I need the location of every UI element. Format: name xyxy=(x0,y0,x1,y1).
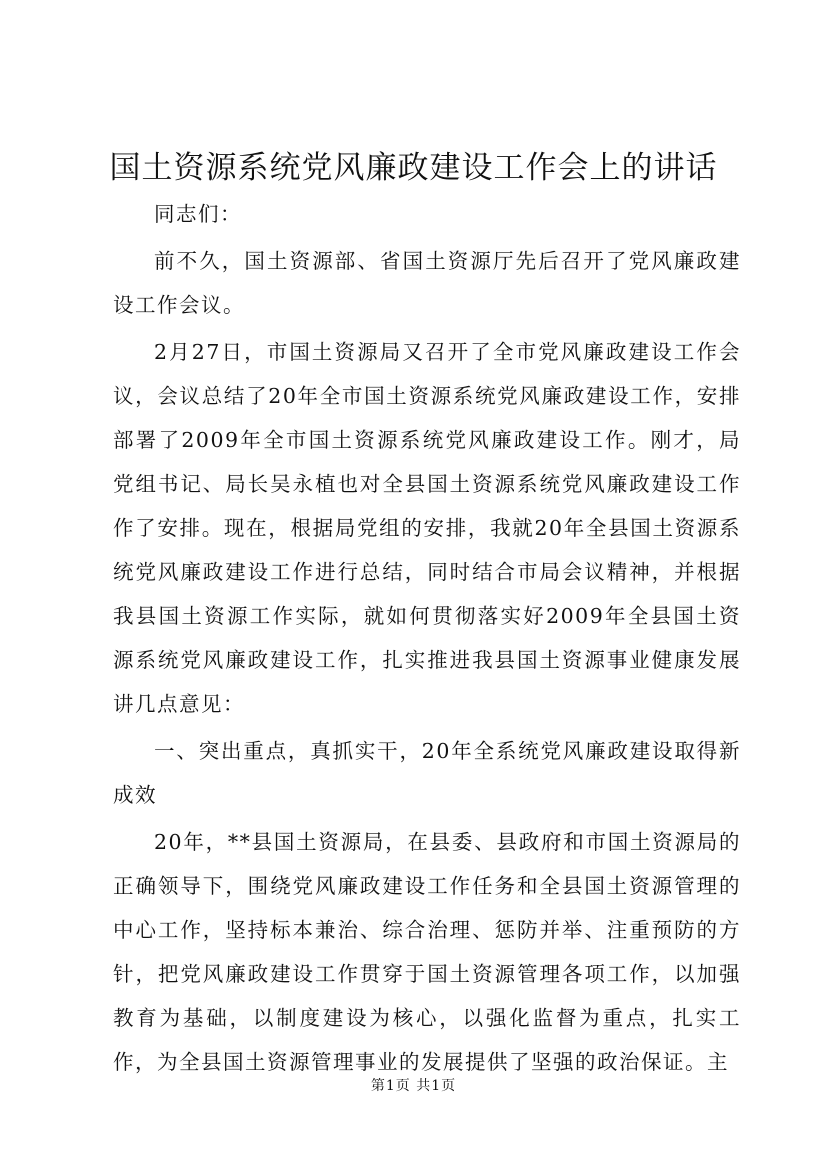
body-paragraph: 前不久，国土资源部、省国土资源厅先后召开了党风廉政建设工作会议。 xyxy=(113,249,741,317)
body-paragraph: 20年，**县国土资源局，在县委、县政府和市国土资源局的正确领导下，围绕党风廉政建设工作任务和全县国土资源管理的中心工作，坚持标本兼治、综合治理、惩防并举、注重预防的方针，把党风廉政建设工作贯穿于国土资源管理各项工作，以加强教育为基础，以制度建设为核心，以强化监督为重点，扎实工作，为全县国土资源管理事业的发展提供了坚强的政治保证。主 xyxy=(113,830,741,1074)
section-heading: 一、突出重点，真抓实干，20年全系统党风廉政建设取得新成效 xyxy=(113,739,741,807)
body-paragraph: 2月27日，市国土资源局又召开了全市党风廉政建设工作会议，会议总结了20年全市国土资源系统党风廉政建设工作，安排部署了2009年全市国土资源系统党风廉政建设工作。刚才，局党组书记、局长吴永植也对全县国土资源系统党风廉政建设工作作了安排。现在，根据局党组的安排，我就20年全县国土资源系统党风廉政建设工作进行总结，同时结合市局会议精神，并根据我县国土资源工作实际，就如何贯彻落实好2009年全县国土资源系统党风廉政建设工作，扎实推进我县国土资源事业健康发展讲几点意见： xyxy=(113,340,741,716)
salutation-paragraph: 同志们： xyxy=(154,202,242,226)
document-title: 国土资源系统党风廉政建设工作会上的讲话 xyxy=(109,150,718,186)
document-body xyxy=(113,192,741,1087)
page-footer: 第1页 共1页 xyxy=(370,1078,457,1094)
